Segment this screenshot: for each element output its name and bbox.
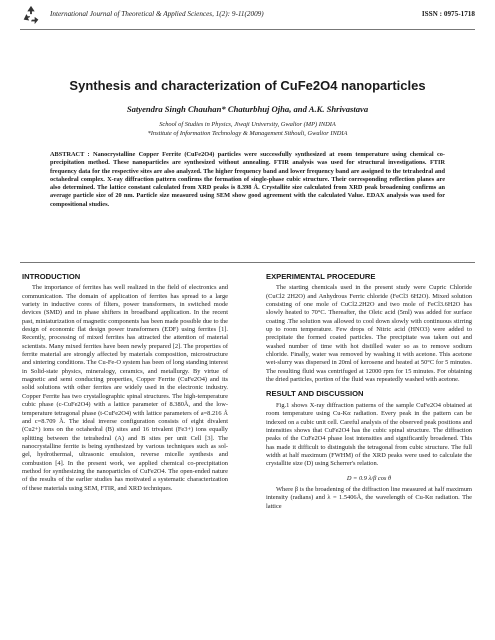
introduction-text: The importance of ferrites has well realized in the field of electronics and communication. The domain of application of ferrites has spread to a large variety in inductive cores of filters, power transformers, in switched mode devices (SMD) and in phase shifters in broadband application. In the recent past, miniaturization of magnetic components has been made possible due to the design of economic flat design power transformers (EDF) using ferrites [1]. Recently, processing of mixed ferrites has attracted the attention of material scientists. Many mixed ferrites have been newly prepared [2]. The properties of ferrite material are strongly affected by materials composition, microstructure and sintering conditions. The Cu-Fe-O system has been of long standing interest in Solid-state physics, mineralogy, ceramics, and metallurgy. By virtue of magnetic and semi conducting properties, Copper Ferrite (CuFe2O4) and its solid solutions with other ferrites are widely used in the electronic industry. Copper Ferrite has two crystallographic spinal structures. The high-temperature cubic phase (c-CuFe2O4) with a lattice parameter of 8.380Å, and the low-temperature tetragonal phase (t-CuFe2O4) with lattice parameters of a=8.216 Å and c=8.709 Å. The ideal inverse configuration consists of eight divalent (Cu2+) ions on the octahedral (B) sites and 16 trivalent (Fe3+) ions equally splitting between the tetrahedral (A) and B sites per unit Cell [3]. The nanocrystalline ferrite is being synthesized by various techniques such as sol-gel, hydrothermal, ultrasonic emulsion, reverse micelle synthesis and combustion [4]. In the present work, we applied chemical co-precipitation method for synthesizing the nanoparticles of CuFe2O4. The open-ended nature of the results of the earlier studies has motivated a systematic characterization of these materials using SEM, FTIR, and XRD techniques. [22, 284, 228, 492]
experimental-heading: EXPERIMENTAL PROCEDURE [266, 272, 376, 281]
recycle-logo-icon [20, 4, 42, 26]
experimental-text: The starting chemicals used in the present study were Cupric Chloride (CuCl2 2H2O) and Anhydrous Ferric chloride (FeCl3 6H2O). Mixed solution consisting of one mole of CuCl2.2H2O and two mole of FeCl3.6H2O has slowly heated to 70°C. Thereafter, the Oleic acid (5ml) was added for surface coating .The solution was allowed to cool down slowly with continuous stirring up to room temperature. Few drops of Nitric acid (HNO3) were added to precipitate the formed coated particles. The precipitate was taken out and washed number of time with hot distilled water so as to remove sodium chloride. Finally, water was removed by washing it with acetone. This acetone wet-slurry was dispersed in 20ml of kerosene and heated at 50°C for 5 minutes. The resulting fluid was centrifuged at 12000 rpm for 15 minutes. For obtaining the dried particles, portion of the fluid was repeatedly washed with acetone. [266, 284, 472, 384]
results-heading: RESULT AND DISCUSSION [266, 389, 364, 399]
header-rule [20, 29, 475, 30]
author-list: Satyendra Singh Chauhan* Chaturbhuj Ojha, and A.K. Shrivastava [126, 104, 369, 114]
section-rule [20, 262, 475, 263]
journal-header [20, 4, 475, 28]
right-column [266, 273, 472, 517]
affiliation-2: *Institute of Information Technology & Management Sithouli, Gwalior INDIA [147, 130, 348, 137]
paper-title: Synthesis and characterization of CuFe2O4 nanoparticles [69, 78, 426, 93]
left-column [22, 273, 228, 499]
abstract: ABSTRACT : Nanocrystalline Copper Ferrite (CuFe2O4) particles were successfully synthesized at room temperature using chemical co-precipitation method. These nanoparticles are synthesized without annealing. FTIR analysis was used for structural investigations. FTIR frequency data for the respective sites are also analyzed. The higher frequency band and lower frequency band are assigned to the tetrahedral and octahedral complex. X-ray diffraction pattern confirms the formation of single-phase cubic structure. Their corresponding reflection planes are also determined. The lattice constant calculated from XRD peaks is 8.398 Å. Crystallite size calculated from XRD peak broadening confirms an average particle size of 20 nm. Particle size measured using SEM show good agreement with the calculated Value. EDAX analysis was used for compositional studies. [50, 151, 445, 208]
scherrer-equation: D = 0.9 λ/β cos θ [346, 474, 392, 482]
issn-number: ISSN : 0975-1718 [421, 10, 475, 18]
journal-citation: International Journal of Theoretical & Applied Sciences, 1(2): 9-11(2009) [50, 10, 264, 18]
introduction-heading: INTRODUCTION [22, 272, 81, 281]
affiliation-1: School of Studies in Physics, Jiwaji University, Gwalior (MP) INDIA [159, 121, 336, 128]
results-text: Fig.1 shows X-ray diffraction patterns of the sample CuFe2O4 obtained at room temperature using Cu-Kα radiation. Every peak in the pattern can be indexed on a cubic unit cell. Careful analysis of the observed peak positions and intensities shows that CuFe2O4 has the cubic spinal structure. The diffraction peaks of the CuFe2O4 phase lost intensities and significantly broadened. This has made it difficult to distinguish the tetragonal from cubic structure. The full width at half maximum (FWHM) of the XRD peaks were used to calculate the crystallite size (D) using Scherrer's relation. [266, 401, 472, 468]
results-text-continued: Where β is the broadening of the diffraction line measured at half maximum intensity (radians) and λ = 1.5406Å, the wavelength of Cu-Kα radiation. The lattice [266, 485, 472, 510]
